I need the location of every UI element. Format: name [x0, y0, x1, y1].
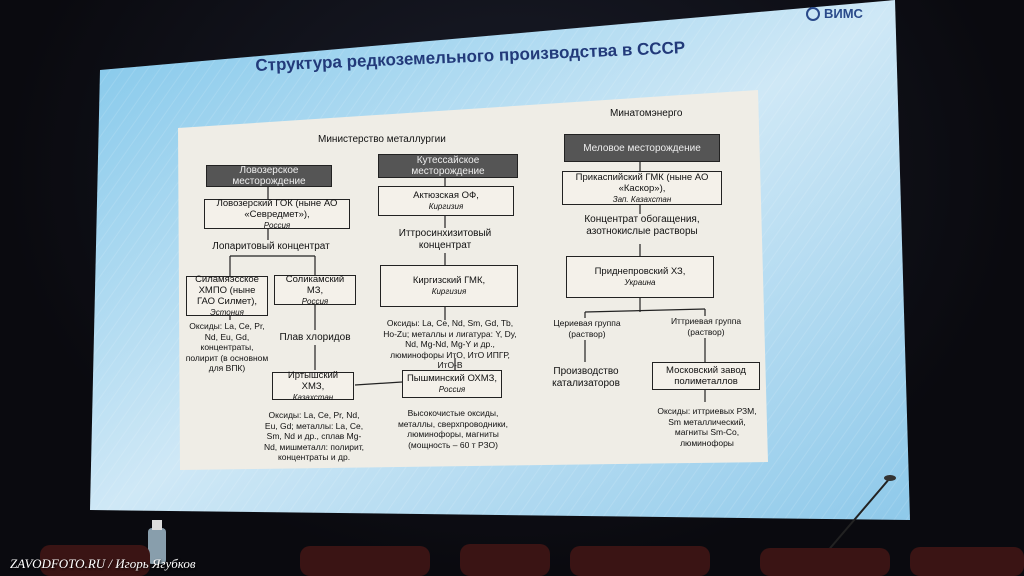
header-minatom: Минатомэнерго [610, 108, 683, 119]
watermark: ZAVODFOTO.RU / Игорь Ягубков [10, 556, 196, 571]
vims-logo: ВИМС [806, 6, 863, 21]
enrichment-concentrate: Концентрат обогащения, азотнокислые растворы [584, 214, 700, 237]
sillamae-hmpo: Силамяэсское ХМПО (ныне ГАО Силмет), Эстония [186, 276, 268, 316]
irtysh-hmz: Иртышский ХМЗ, Казахстан [272, 372, 354, 400]
prikaspiy-gmk: Прикаспийский ГМК (ныне АО «Каскор»), Зап. Казахстан [562, 171, 722, 205]
moscow-output: Оксиды: иттриевых РЗМ, Sm металлический, магниты Sm-Co, люминофоры [657, 406, 757, 448]
kirgiz-output: Оксиды: La, Ce, Nd, Sm, Gd, Tb, Ho-Zu; металлы и лигатура: Y, Dy, Nd, Mg-Nd, Mg-Y и др., люминофоры ИтО, ИтО ИПГР, ИтО-В [383, 318, 517, 370]
catalyst-production: Производство катализаторов [552, 366, 620, 389]
cerium-group: Цериевая группа (раствор) [553, 318, 621, 339]
melovoe-deposit: Меловое месторождение [564, 134, 720, 162]
loparite-concentrate: Лопаритовый концентрат [212, 241, 330, 252]
kutessay-deposit: Кутессайское месторождение [378, 154, 518, 178]
slide-title: Структура редкоземельного производства в СССР [255, 37, 686, 75]
yttrium-group: Иттриевая группа (раствор) [670, 316, 742, 337]
moscow-polymetals-plant: Московский завод полиметаллов [652, 362, 760, 390]
header-ministry-metallurgy: Министерство металлургии [318, 134, 446, 145]
lovozero-deposit: Ловозерское месторождение [206, 165, 332, 187]
pyshma-ohmz: Пышминский ОХМЗ, Россия [402, 370, 502, 398]
sillamae-output: Оксиды: La, Ce, Pr, Nd, Eu, Gd, концентраты, полирит (в основном для ВПК) [185, 321, 269, 373]
pyshma-output: Высокочистые оксиды, металлы, сверхпроводники, люминофоры, магниты (мощность – 60 т РЗО) [397, 408, 509, 450]
lovozero-gok: Ловозерский ГОК (ныне АО «Севредмет»), Россия [204, 199, 350, 229]
solikamsk-mz: Соликамский МЗ, Россия [274, 275, 356, 305]
irtysh-output: Оксиды: La, Ce, Pr, Nd, Eu, Gd; металлы: La, Ce, Sm, Nd и др., сплав Mg-Nd, мишметалл: полирит, концентраты и др. [263, 410, 365, 462]
pridneprovsk-hz: Приднепровский ХЗ, Украина [566, 256, 714, 298]
chloride-melt: Плав хлоридов [279, 332, 351, 343]
kirgiz-gmk: Киргизский ГМК, Киргизия [380, 265, 518, 307]
aktyuz-of: Актюзская ОФ, Киргизия [378, 186, 514, 216]
vims-logo-icon [806, 7, 820, 21]
ittrosinhizit-concentrate: Иттросинхизитовый концентрат [398, 228, 492, 251]
